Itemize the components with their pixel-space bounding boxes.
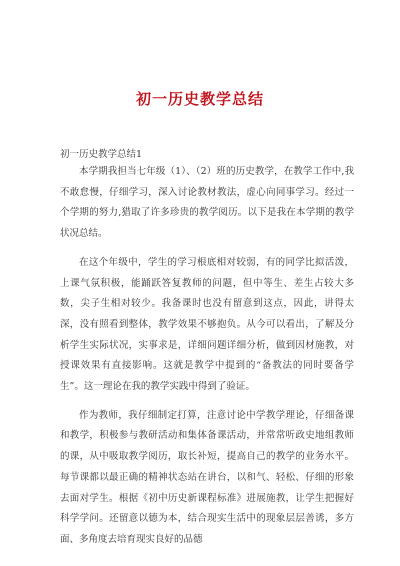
paragraph-3: 作为教师，我仔细制定打算，注意讨论中学教学理论，仔细备课和教学，积极参与教研活动和集体备课活动，并常常听政史地组教师的课，从中吸取教学阅历，取长补短，提高自己的教学的业务水平。每节课都以最正确的精神状态站在讲台，以和气、轻松、仔细的形象去面对学生。根据《初中历史新课程标准》进展施教，让学生把握好科学学问。还留意以德为本，结合现实生活中的现象层层善诱，多方面、多角度去培育现实良好的品德 xyxy=(60,409,354,545)
body-text xyxy=(60,162,354,559)
paragraph-2: 在这个年级中，学生的学习根底相对较弱，有的同学比拟活泼，上课气氛积极，能踊跃答复教师的问题，但中等生、差生占较大多数，尖子生相对较少。我备课时也没有留意到这点，因此，讲得太深，没有照看到整体，教学效果不够抱负。从今可以看出，了解及分析学生实际状况，实事求是，详细问题详细分析，做到因材施教，对授课效果有直接影响。这就是教学中提到的“备教法的同时要备学生”。这一理论在我的教学实践中得到了验证。 xyxy=(60,256,354,393)
paragraph-1: 本学期我担当七年级（1）、（2）班的历史教学，在教学工作中,我不敢怠慢，仔细学习，深入讨论教材教法，虚心向同事学习。经过一个学期的努力,猎取了许多珍贵的教学阅历。以下是我在本学期的教学状况总结。 xyxy=(60,166,354,240)
section-subtitle: 初一历史教学总结1 xyxy=(60,149,143,160)
document-title: 初一历史教学总结 xyxy=(135,90,264,108)
